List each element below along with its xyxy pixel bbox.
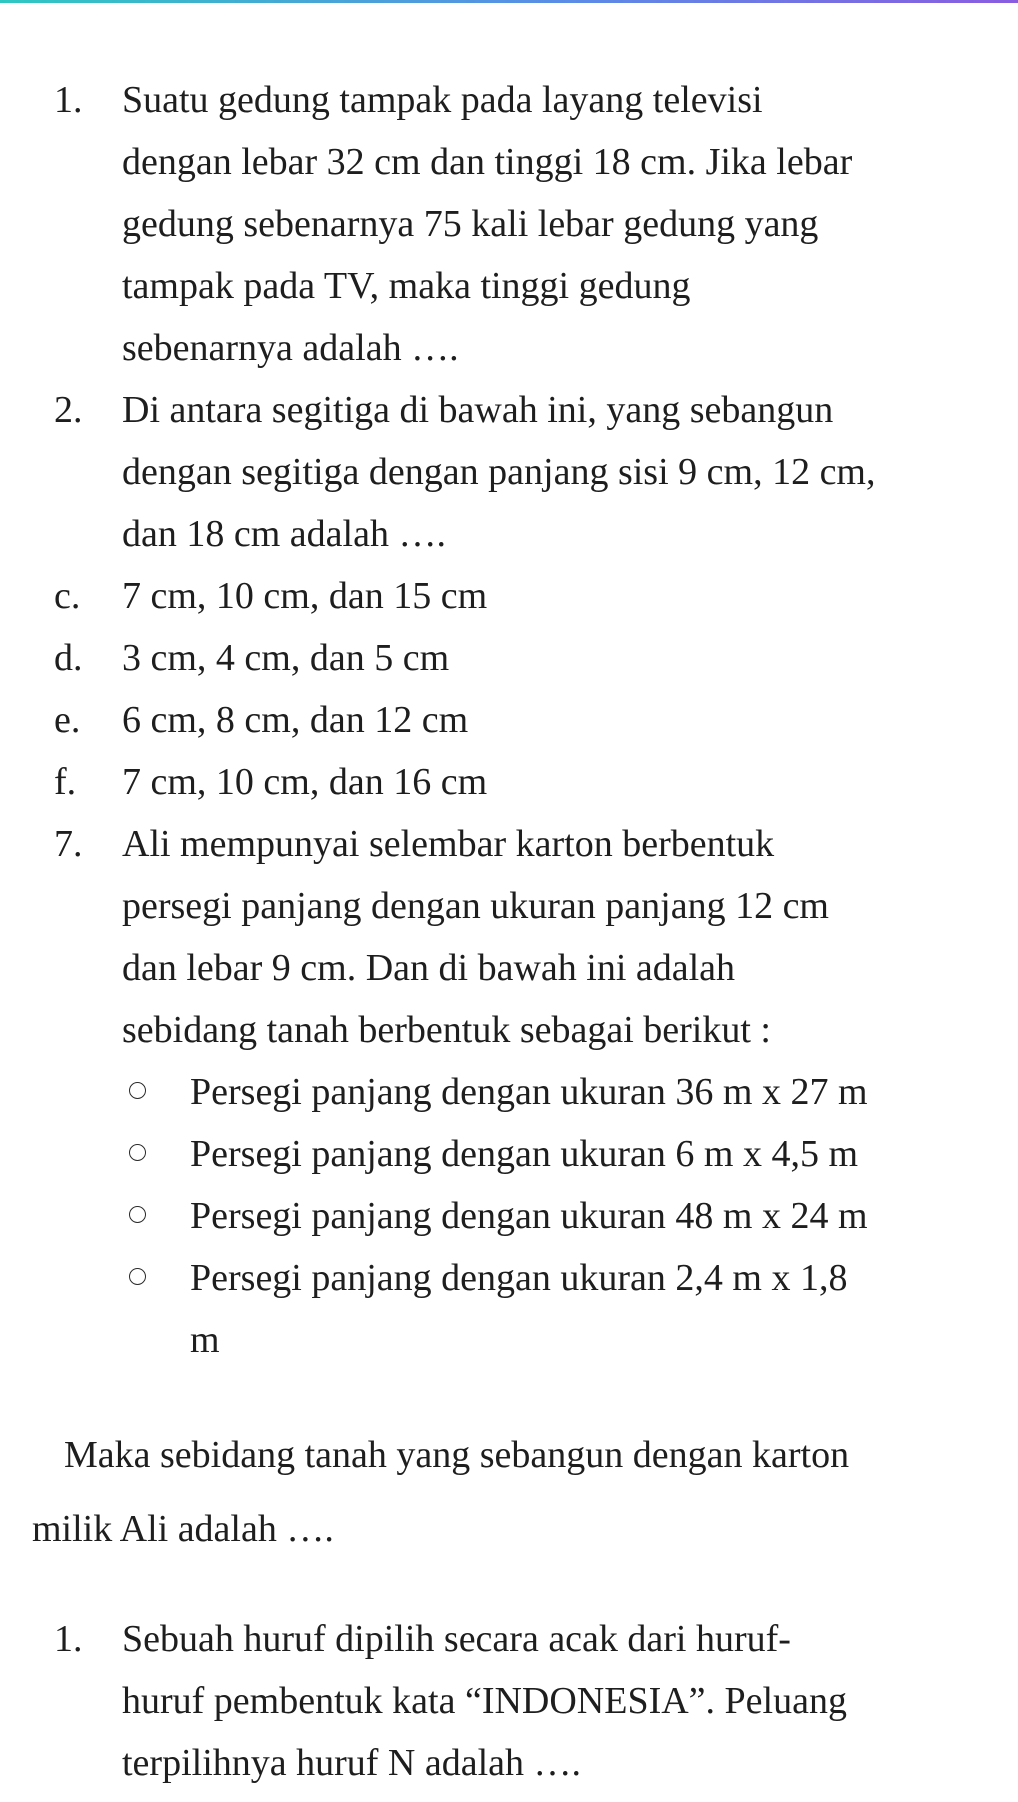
question-number: 2. <box>54 389 83 431</box>
bullet-text: Persegi panjang dengan ukuran 48 m x 24 m <box>190 1195 868 1237</box>
option-label: e. <box>54 699 81 741</box>
text-line: dan 18 cm adalah …. <box>122 513 446 555</box>
text-line: sebidang tanah berbentuk sebagai berikut : <box>122 1009 771 1051</box>
circle-bullet-icon <box>129 1144 146 1161</box>
text-line: Sebuah huruf dipilih secara acak dari huruf- <box>122 1618 791 1660</box>
paragraph-line: Maka sebidang tanah yang sebangun dengan karton <box>64 1434 850 1476</box>
option-text: 7 cm, 10 cm, dan 16 cm <box>122 761 488 803</box>
option-text: 7 cm, 10 cm, dan 15 cm <box>122 575 488 617</box>
text-line: dengan lebar 32 cm dan tinggi 18 cm. Jika lebar <box>122 141 853 183</box>
text-line: Di antara segitiga di bawah ini, yang sebangun <box>122 389 834 431</box>
text-line: sebenarnya adalah …. <box>122 327 459 369</box>
circle-bullet-icon <box>129 1206 146 1223</box>
question-text <box>122 69 992 379</box>
question-number: 7. <box>54 823 83 865</box>
circle-bullet-icon <box>129 1082 146 1099</box>
option-text: 6 cm, 8 cm, dan 12 cm <box>122 699 469 741</box>
option-label: d. <box>54 637 83 679</box>
paragraph-line: milik Ali adalah …. <box>32 1508 334 1550</box>
text-line: Suatu gedung tampak pada layang televisi <box>122 79 763 121</box>
text-line: Ali mempunyai selembar karton berbentuk <box>122 823 775 865</box>
top-accent-bar <box>0 0 1018 3</box>
question-text <box>122 1608 992 1794</box>
text-line: persegi panjang dengan ukuran panjang 12 cm <box>122 885 829 927</box>
option-text: 3 cm, 4 cm, dan 5 cm <box>122 637 450 679</box>
question-text <box>122 379 992 565</box>
question-number: 1. <box>54 1618 83 1660</box>
text-line: dengan segitiga dengan panjang sisi 9 cm, 12 cm, <box>122 451 876 493</box>
question-number: 1. <box>54 79 83 121</box>
circle-bullet-icon <box>129 1268 146 1285</box>
option-label: c. <box>54 575 81 617</box>
text-line: tampak pada TV, maka tinggi gedung <box>122 265 691 307</box>
bullet-text: m <box>190 1319 220 1361</box>
question-text <box>122 813 992 1061</box>
text-line: gedung sebenarnya 75 kali lebar gedung yang <box>122 203 819 245</box>
bullet-text: Persegi panjang dengan ukuran 2,4 m x 1,8 <box>190 1257 848 1299</box>
option-label: f. <box>54 761 77 803</box>
bullet-text: Persegi panjang dengan ukuran 6 m x 4,5 m <box>190 1133 859 1175</box>
bullet-text: Persegi panjang dengan ukuran 36 m x 27 m <box>190 1071 868 1113</box>
text-line: huruf pembentuk kata “INDONESIA”. Peluang <box>122 1680 847 1722</box>
text-line: dan lebar 9 cm. Dan di bawah ini adalah <box>122 947 736 989</box>
text-line: terpilihnya huruf N adalah …. <box>122 1742 582 1784</box>
